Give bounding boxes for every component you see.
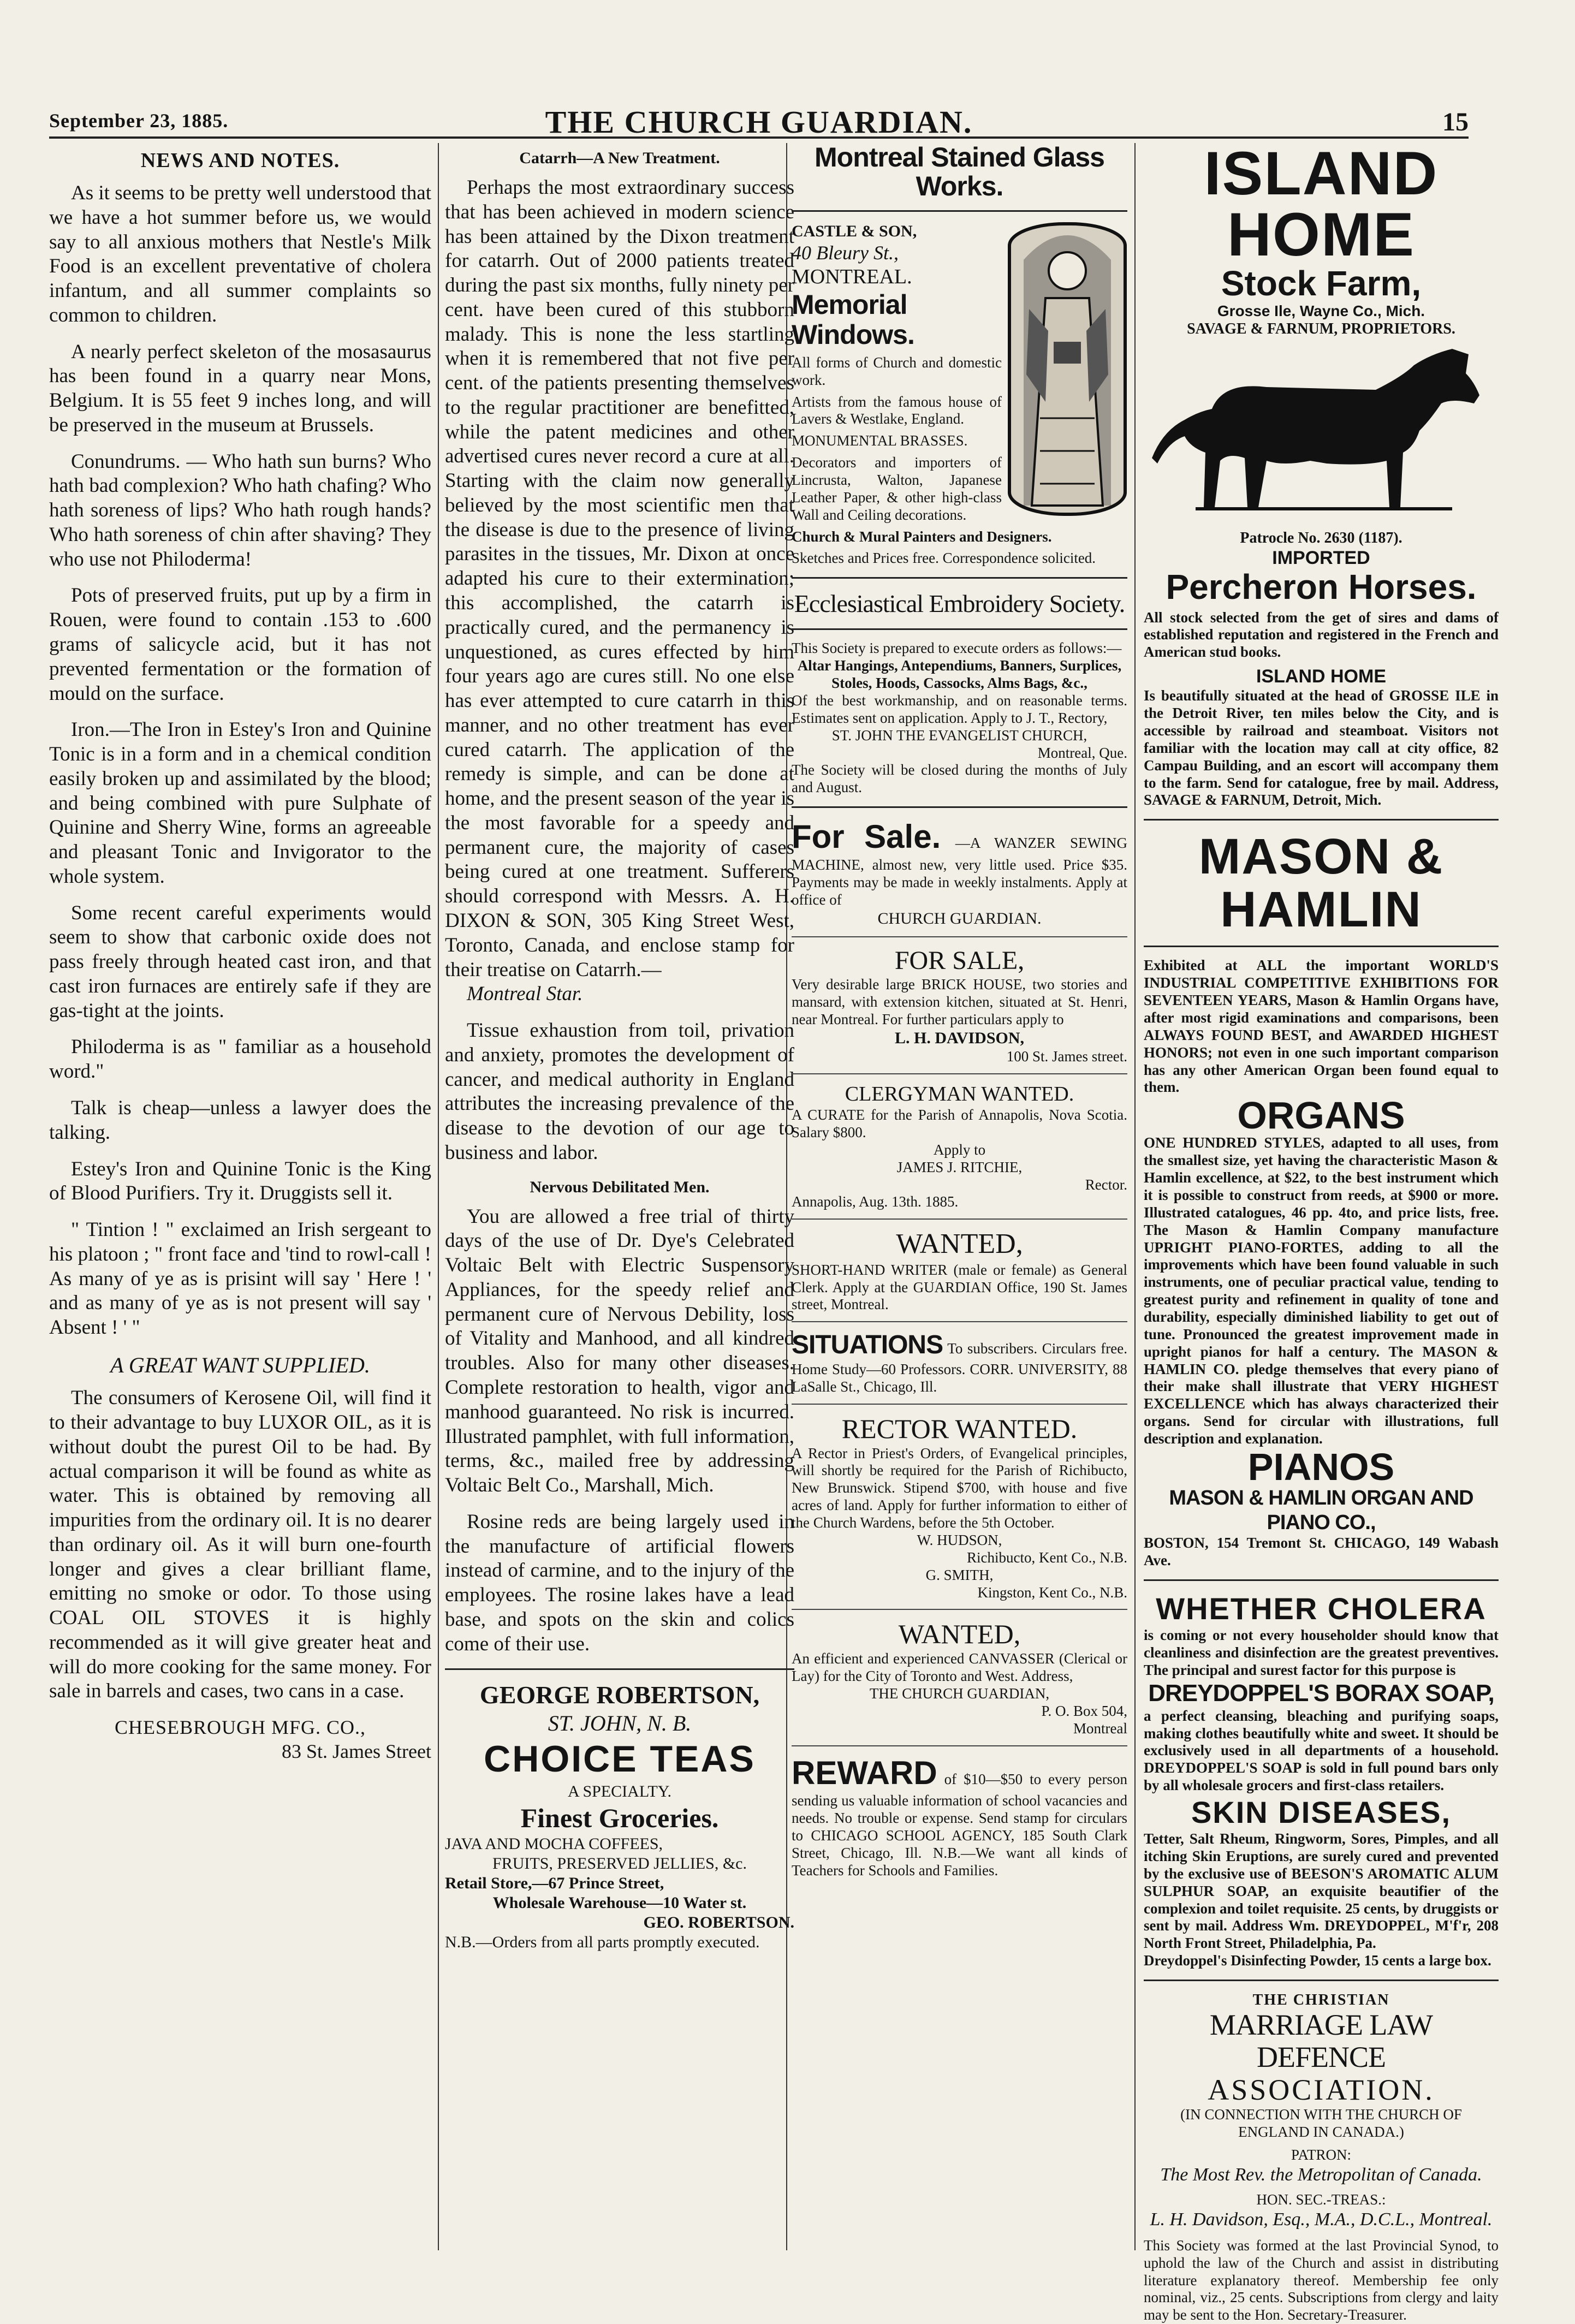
ad-specialty: A SPECIALTY. xyxy=(567,1782,672,1800)
divider xyxy=(792,1404,1127,1405)
ad-signature: 100 St. James street. xyxy=(1006,1048,1127,1065)
divider xyxy=(792,936,1127,937)
divider xyxy=(792,806,1127,808)
news-paragraph: Iron.—The Iron in Estey's Iron and Quinine Tonic is in a form and in a chemical condition easily broken up and assimilated by the blood; and being combined with pure Sulphate of Quinine and Sherry Wine, forms an agreeable and pleasant Tonic and Invigorator to the whole system. xyxy=(49,718,431,888)
horse-caption: Patrocle No. 2630 (1187). xyxy=(1240,530,1402,547)
divider xyxy=(445,1668,794,1670)
ad-headline: RECTOR WANTED. xyxy=(841,1413,1078,1444)
ad-line: Retail Store,—67 Prince Street, xyxy=(445,1874,664,1893)
ad-line: Exhibited at ALL the important WORLD'S INDUSTRIAL COMPETITIVE EXHIBITIONS FOR SEVENTEEN YEARS, Mason & Hamlin Organs have, after most rigid examinations and comparisons, been ALWAYS FOUND BEST, and AWARDED HIGHEST HONORS; not even in one such important comparison has any other American Organ been found equal to them. xyxy=(1144,957,1499,1096)
ad-line: Wholesale Warehouse—10 Water st. xyxy=(492,1894,747,1912)
column-divider xyxy=(438,143,439,2250)
divider xyxy=(792,577,1127,579)
issue-date: September 23, 1885. xyxy=(49,110,229,132)
masthead xyxy=(49,104,1469,139)
ad-line: This Society was formed at the last Provincial Synod, to uphold the law of the Church and assist in distributing literature explanatory thereof. Membership fee only nominal, viz., 25 cents. Subscriptions from clergy and laity may be sent to the Hon. Secretary-Treasurer. xyxy=(1144,2237,1499,2323)
ad-line: a perfect cleansing, bleaching and purifying soaps, making clothes beautifully white and sweet. It should be exclusively used in all departments of a household. DREYDOPPEL'S SOAP is sold in full pound bars only by all wholesale grocers and first-class retailers. xyxy=(1144,1707,1499,1794)
ad-island-home-logo: ISLAND HOME xyxy=(1204,139,1439,269)
column-divider xyxy=(1134,143,1136,2250)
ad-signature: Montreal xyxy=(1073,1720,1127,1737)
article-heading: Nervous Debilitated Men. xyxy=(530,1178,710,1196)
ad-line: MASON & HAMLIN ORGAN AND PIANO CO., xyxy=(1169,1486,1473,1534)
ad-line: BOSTON, 154 Tremont St. CHICAGO, 149 Wabash Ave. xyxy=(1144,1535,1499,1569)
ad-line: Altar Hangings, Antependiums, Banners, Surplices, Stoles, Hoods, Cassocks, Alms Bags, &c., xyxy=(797,657,1122,692)
ad-line: An efficient and experienced CANVASSER (Clerical or Lay) for the City of Toronto and West. Address, xyxy=(792,1650,1127,1685)
ad-line: Church & Mural Painters and Designers. xyxy=(792,528,1052,545)
ad-signature: G. SMITH, xyxy=(925,1566,994,1583)
ad-proprietors: SAVAGE & FARNUM, PROPRIETORS. xyxy=(1187,320,1455,338)
ad-cholera: WHETHER CHOLERA xyxy=(1156,1591,1487,1626)
ad-headline: REWARD xyxy=(792,1754,937,1791)
ad-signature: CHESEBROUGH MFG. CO., xyxy=(114,1716,366,1739)
ad-line: PATRON: xyxy=(1291,2146,1352,2163)
ad-headline: FOR SALE, xyxy=(894,946,1025,975)
ad-paragraph: The consumers of Kerosene Oil, will find it to their advantage to buy LUXOR OIL, as it is without doubt the purest Oil to be had. By actual comparison it will be found as white as water. This is obtained by removing all impurities from the ordinary oil. It is no dearer than ordinary oil. As it will burn one-fourth longer and gives a clear brilliant flame, emitting no smoke or odor. To those using COAL OIL STOVES it is highly recommended as it will give greater heat and will do more cooking for the same money. For sale in barrels and cases, two cans in a case. xyxy=(49,1387,431,1703)
newspaper-title: THE CHURCH GUARDIAN. xyxy=(545,104,973,140)
ad-line: L. H. Davidson, Esq., M.A., D.C.L., Montreal. xyxy=(1150,2209,1493,2230)
ad-line: MONUMENTAL BRASSES. xyxy=(792,432,968,449)
news-paragraph: Philoderma is as " familiar as a household word." xyxy=(49,1036,431,1083)
column-articles xyxy=(445,143,794,2250)
ad-line: Artists from the famous house of Lavers & Westlake, England. xyxy=(792,393,1002,427)
ad-headline: WANTED, xyxy=(896,1228,1023,1260)
ad-stock-farm: Stock Farm, xyxy=(1221,264,1422,303)
page-number: 15 xyxy=(1442,108,1469,136)
ad-line: Is beautifully situated at the head of GROSSE ILE in the Detroit River, ten miles below the City, and is accessible by railroad and steamboat. Visitors not familiar with the location may call at city office, 82 Campau Building, and an escort will accompany them to the farm. Send for catalogue, free by mail. Address, SAVAGE & FARNUM, Detroit, Mich. xyxy=(1144,687,1499,809)
ad-line: N.B.—Orders from all parts promptly executed. xyxy=(445,1933,760,1952)
ad-imported: IMPORTED xyxy=(1272,548,1370,569)
column-classifieds xyxy=(792,143,1127,2250)
ad-line: Annapolis, Aug. 13th. 1885. xyxy=(792,1193,959,1210)
divider xyxy=(792,1745,1127,1746)
stained-glass-window-illustration xyxy=(1007,222,1127,516)
column-advertisements xyxy=(1144,139,1499,2323)
ad-headline: ISLAND HOME xyxy=(1256,666,1386,687)
ad-association: ASSOCIATION. xyxy=(1208,2073,1435,2106)
divider xyxy=(792,1219,1127,1220)
ad-line: ONE HUNDRED STYLES, adapted to all uses, from the smallest size, yet having the characteristic Mason & Hamlin excellence, at $22, to the best instrument which it is possible to construct from reeds, at $900 or more. Illustrated catalogues, 46 pp. 4to, and price lists, free. The Mason & Hamlin Company manufacture UPRIGHT PIANO-FORTES, adding to all the improvements which have been found valuable in such instruments, one of peculiar practical value, tending to greatest purity and refinement in quality of tone and durability, especially diminished liability to get out of tune. Pronounced the greatest improvement made in upright pianos for half a century. The MASON & HAMLIN CO. pledge themselves that every piano of their make shall illustrate that VERY HIGHEST EXCELLENCE which has always characterized their organs. Send for circular with illustrations, full description and explanation. xyxy=(1144,1134,1499,1447)
article-paragraph: Perhaps the most extraordinary success that has been achieved in modern science has been attained by the Dixon treatment for catarrh. Out of 2000 patients treated during the past six months, fully ninety per cent. have been cured of this stubborn malady. This is none the less startling when it is remembered that not five per cent. of the patients presenting themselves to the regular practitioner are benefitted, while the patent medicines and other advertised cures never record a cure at all. Starting with the claim now generally believed by the most scientific men that the disease is due to the presence of living parasites in the tissues, Mr. Dixon at once adapted his cure to their extermination; this accomplished, the catarrh is practically cured, and the permanency is unquestioned, as cures effected by him four years ago are cures still. No one else has ever attempted to cure catarrh in this manner, and no other treatment has ever cured catarrh. The application of the remedy is simple, and can be done at home, and the present season of the year is the most favorable for a speedy and permanent cure, the majority of cases being cured at one treatment. Sufferers should correspond with Messrs. A. H. DIXON & SON, 305 King Street West, Toronto, Canada, and enclose stamp for their treatise on Catarrh.— xyxy=(445,176,794,981)
ad-line: Decorators and importers of Lincrusta, Walton, Japanese Leather Paper, & other high-class Wall and Ceiling decorations. xyxy=(792,454,1002,523)
ad-headline: SITUATIONS xyxy=(792,1330,943,1360)
ad-organs: ORGANS xyxy=(1237,1094,1405,1137)
ad-line: is coming or not every householder should know that cleanliness and disinfection are the greatest preventives. The principal and surest factor for this purpose is xyxy=(1144,1627,1499,1678)
news-paragraph: A nearly perfect skeleton of the mosasaurus has been found in a quarry near Mons, Belgium. It is 55 feet 9 inches long, and will be preserved in the museum at Brussels. xyxy=(49,340,431,436)
ad-line: SHORT-HAND WRITER (male or female) as General Clerk. Apply at the GUARDIAN Office, 190 St. James street, Montreal. xyxy=(792,1261,1127,1313)
ad-firm: CASTLE & SON, xyxy=(792,222,917,240)
ad-line: A Rector in Priest's Orders, of Evangelical principles, will shortly be required for the Parish of Richibucto, New Brunswick. Stipend $700, with house and five acres of land. Apply for further information to either of the Church Wardens, before the 5th October. xyxy=(792,1445,1127,1531)
ad-city: MONTREAL. xyxy=(792,265,912,289)
ad-line: Apply to xyxy=(933,1141,986,1158)
ad-headline: For Sale. xyxy=(792,818,941,855)
ad-headline: WANTED, xyxy=(898,1619,1021,1650)
ad-line: To subscribers. Circulars free. Home Study—60 Professors. CORR. UNIVERSITY, 88 LaSalle St., Chicago, Ill. xyxy=(792,1340,1127,1395)
ad-line: JAVA AND MOCHA COFFEES, xyxy=(445,1835,663,1853)
ad-borax-soap: DREYDOPPEL'S BORAX SOAP, xyxy=(1148,1679,1494,1707)
ad-line: (IN CONNECTION WITH THE CHURCH OF ENGLAND IN CANADA.) xyxy=(1180,2106,1462,2141)
article-paragraph: Tissue exhaustion from toil, privation and anxiety, promotes the development of cancer, and medical authority in England attributes the increasing prevalence of the disease to the devotion of our age to business and labor. xyxy=(445,1019,794,1164)
ad-choice-teas: CHOICE TEAS xyxy=(484,1738,756,1780)
ad-line: Tetter, Salt Rheum, Ringworm, Sores, Pimples, and all itching Skin Eruptions, are surely cured and prevented by the exclusive use of BEESON'S AROMATIC ALUM SULPHUR SOAP, an exquisite beautifier of the complexion and toilet requisite. 25 cents, by druggists or sent by mail. Address Wm. DREYDOPPEL, M'f'r, 208 North Front Street, Philadelphia, Pa. xyxy=(1144,1830,1499,1952)
ad-headline: CLERGYMAN WANTED. xyxy=(845,1082,1074,1105)
ad-line: HON. SEC.-TREAS.: xyxy=(1256,2191,1386,2208)
ad-mason-hamlin: MASON & HAMLIN xyxy=(1198,829,1444,937)
ad-signature: JAMES J. RITCHIE, xyxy=(896,1158,1023,1175)
divider xyxy=(792,1073,1127,1074)
ad-signature: W. HUDSON, xyxy=(917,1531,1002,1548)
ad-line: Sketches and Prices free. Correspondence solicited. xyxy=(792,550,1096,567)
ad-merchant-name: GEORGE ROBERTSON, xyxy=(479,1681,760,1709)
ad-line: Of the best workmanship, and on reasonable terms. Estimates sent on application. Apply to J. T., Rectory, xyxy=(792,692,1127,726)
ad-signature: Rector. xyxy=(1085,1176,1127,1193)
section-heading: NEWS AND NOTES. xyxy=(140,149,340,172)
ad-location: Grosse Ile, Wayne Co., Mich. xyxy=(1217,302,1425,320)
ad-memorial-windows: Memorial Windows. xyxy=(792,289,914,350)
ad-groceries: Finest Groceries. xyxy=(520,1802,719,1833)
news-paragraph: Pots of preserved fruits, put up by a firm in Rouen, were found to contain .153 to .600 grams of salicycle acid, but it has not prevented fermentation or the formation of mould on the surface. xyxy=(49,584,431,705)
article-source: Montreal Star. xyxy=(467,983,583,1006)
ad-title: Ecclesiastical Embroidery Society. xyxy=(794,590,1125,618)
article-paragraph: Rosine reds are being largely used in the manufacture of artificial flowers instead of carmine, and to the injury of the employees. The rosine lakes have a lead base, and spots on the skin and colics come of their use. xyxy=(445,1510,794,1655)
ad-signature: THE CHURCH GUARDIAN, xyxy=(869,1685,1050,1702)
article-heading: Catarrh—A New Treatment. xyxy=(519,149,720,167)
ad-skin-diseases: SKIN DISEASES, xyxy=(1191,1795,1452,1830)
ad-line: —A WANZER SEWING MACHINE, almost new, very little used. Price $35. Payments may be made in weekly instalments. Apply at office of xyxy=(792,835,1128,908)
ad-heading: A GREAT WANT SUPPLIED. xyxy=(110,1352,370,1377)
ad-signature: Kingston, Kent Co., N.B. xyxy=(977,1584,1127,1601)
divider xyxy=(1144,819,1499,821)
news-paragraph: Conundrums. — Who hath sun burns? Who hath bad complexion? Who hath chafing? Who hath soreness of lips? Who hath rough hands? Who hath soreness of chin after shaving? They who use not Philoderma! xyxy=(49,450,431,570)
ad-line: Dreydoppel's Disinfecting Powder, 15 cents a large box. xyxy=(1144,1952,1491,1969)
ad-line: A CURATE for the Parish of Annapolis, Nova Scotia. Salary $800. xyxy=(792,1107,1127,1141)
divider xyxy=(1144,1579,1499,1581)
ad-marriage-law-defence: MARRIAGE LAW DEFENCE xyxy=(1209,2008,1433,2074)
ad-line: The Society will be closed during the months of July and August. xyxy=(792,762,1127,796)
ad-line: FRUITS, PRESERVED JELLIES, &c. xyxy=(492,1855,747,1873)
ad-signature: L. H. DAVIDSON, xyxy=(895,1029,1024,1047)
column-news-and-notes xyxy=(49,143,431,2250)
divider xyxy=(792,1609,1127,1610)
ad-line: The Most Rev. the Metropolitan of Canada. xyxy=(1160,2164,1482,2185)
divider xyxy=(792,1321,1127,1322)
ad-city: ST. JOHN, N. B. xyxy=(548,1711,692,1736)
divider xyxy=(1144,946,1499,947)
ad-signature: P. O. Box 504, xyxy=(1041,1702,1127,1719)
divider xyxy=(792,210,1127,212)
ad-line: This Society is prepared to execute orders as follows:— xyxy=(792,640,1122,657)
ad-line: GEO. ROBERTSON. xyxy=(643,1913,794,1932)
ad-line: All stock selected from the get of sires and dams of established reputation and registered in the French and American stud books. xyxy=(1144,609,1499,661)
divider xyxy=(792,628,1127,630)
ad-signature: Richibucto, Kent Co., N.B. xyxy=(967,1549,1127,1566)
percheron-horse-illustration xyxy=(1146,343,1496,524)
divider xyxy=(1144,1980,1499,1981)
news-paragraph: Talk is cheap—unless a lawyer does the talking. xyxy=(49,1097,431,1144)
ad-address: 83 St. James Street xyxy=(282,1740,431,1762)
ad-line: ST. JOHN THE EVANGELIST CHURCH, xyxy=(831,727,1087,744)
ad-line: All forms of Church and domestic work. xyxy=(792,354,1002,388)
ad-signature: CHURCH GUARDIAN. xyxy=(877,909,1042,928)
ad-the-christian: THE CHRISTIAN xyxy=(1252,1992,1390,2008)
news-paragraph: " Tintion ! " exclaimed an Irish sergeant to his platoon ; " front face and 'tind to rowl-call ! As many of ye as is prisint will say ' Here ! ' and as many of ye as is not present will say ' Absent ! ' " xyxy=(49,1219,431,1339)
news-paragraph: As it seems to be pretty well understood that we have a hot summer before us, we would say to all anxious mothers that Nestle's Milk Food is an excellent preventative of cholera infantum, and all summer complaints so common to children. xyxy=(49,181,431,326)
ad-percheron: Percheron Horses. xyxy=(1166,567,1477,607)
ad-title: Montreal Stained Glass Works. xyxy=(815,142,1104,201)
ad-line: Very desirable large BRICK HOUSE, two stories and mansard, with extension kitchen, situated at St. Henri, near Montreal. For further particulars apply to xyxy=(792,976,1127,1027)
article-paragraph: You are allowed a free trial of thirty days of the use of Dr. Dye's Celebrated Voltaic Belt with Electric Suspensory Appliances, for the speedy relief and permanent cure of Nervous Debility, loss of Vitality and Manhood, and all kindred troubles. Also for many other diseases. Complete restoration to health, vigor and manhood guaranteed. No risk is incurred. Illustrated pamphlet, with full information, terms, &c., mailed free by addressing Voltaic Belt Co., Marshall, Mich. xyxy=(445,1205,794,1497)
news-paragraph: Some recent careful experiments would seem to show that carbonic oxide does not pass freely through heated cast iron, and that cast iron furnaces are entirely safe if they are gas-tight at the joints. xyxy=(49,901,431,1022)
ad-address: 40 Bleury St., xyxy=(792,242,899,264)
news-paragraph: Estey's Iron and Quinine Tonic is the King of Blood Purifiers. Try it. Druggists sell it. xyxy=(49,1157,431,1205)
ad-line: of $10—$50 to every person sending us valuable information of school vacancies and needs. No trouble or expense. Send stamp for circulars to CHICAGO SCHOOL AGENCY, 185 South Clark Street, Chicago, Ill. N.B.—We want all kinds of Teachers for Schools and Families. xyxy=(792,1770,1128,1879)
ad-line: Montreal, Que. xyxy=(1037,744,1127,761)
ad-pianos: PIANOS xyxy=(1247,1445,1395,1488)
